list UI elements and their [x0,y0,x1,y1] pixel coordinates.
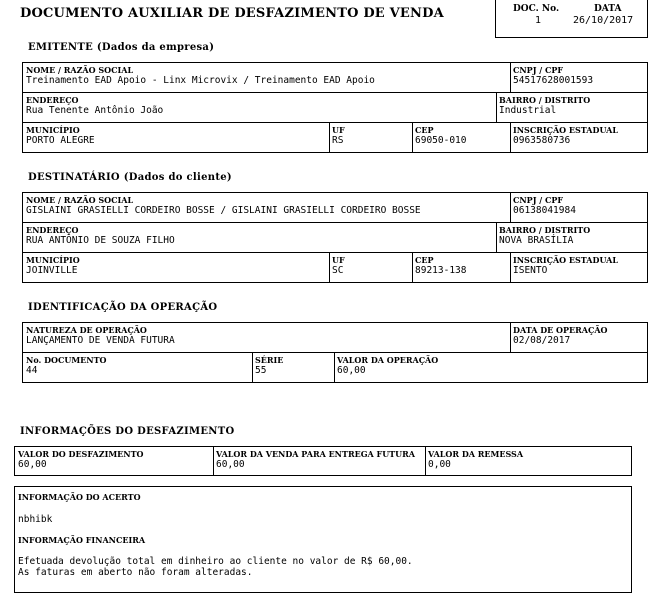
info-financeira-line2: As faturas em aberto não foram alteradas. [18,567,253,578]
operacao-serie-cell [252,353,334,383]
valor-desfazimento-cell [15,447,213,475]
emitente-municipio-value: PORTO ALEGRE [26,135,95,146]
valor-venda-futura-value: 60,00 [216,459,245,470]
operacao-serie-value: 55 [255,365,267,376]
info-financeira-line1: Efetuada devolução total em dinheiro ao cliente no valor de R$ 60,00. [18,556,413,567]
destinatario-bairro-label: BAIRRO / DISTRITO [499,225,591,235]
destinatario-nome-value: GISLAINI GRASIELLI CORDEIRO BOSSE / GISLAINI GRASIELLI CORDEIRO BOSSE [26,205,421,216]
destinatario-endereco-value: RUA ANTÔNIO DE SOUZA FILHO [26,235,175,246]
emitente-cep-value: 69050-010 [415,135,467,146]
doc-no-label: DOC. No. [513,4,560,14]
emitente-ie-cell [510,123,648,153]
destinatario-cep-value: 89213-138 [415,265,467,276]
emitente-municipio-cell [23,123,329,153]
emitente-section-title: EMITENTE (Dados da empresa) [28,42,215,53]
emitente-endereco-cell [23,93,496,122]
emitente-municipio-label: MUNICÍPIO [26,125,80,135]
destinatario-ie-label: INSCRIÇÃO ESTADUAL [513,255,619,265]
destinatario-uf-cell [329,253,412,283]
emitente-nome-value: Treinamento EAD Apoio - Linx Microvix / Treinamento EAD Apoio [26,75,375,86]
doc-number-box [495,0,648,38]
destinatario-uf-label: UF [332,255,345,265]
destinatario-nome-label: NOME / RAZÃO SOCIAL [26,195,134,205]
operacao-data-value: 02/08/2017 [513,335,571,346]
operacao-documento-label: No. DOCUMENTO [26,355,107,365]
operacao-box [22,322,648,383]
valor-remessa-cell [425,447,631,475]
destinatario-endereco-label: ENDEREÇO [26,225,79,235]
emitente-endereco-label: ENDEREÇO [26,95,79,105]
operacao-documento-value: 44 [26,365,38,376]
emitente-nome-label: NOME / RAZÃO SOCIAL [26,65,134,75]
emitente-cep-cell [412,123,510,153]
info-acerto-label: INFORMAÇÃO DO ACERTO [18,492,141,502]
emitente-endereco-value: Rua Tenente Antônio João [26,105,164,116]
operacao-data-label: DATA DE OPERAÇÃO [513,325,608,335]
operacao-valor-cell [334,353,648,383]
operacao-section-title: IDENTIFICAÇÃO DA OPERAÇÃO [28,302,218,313]
emitente-bairro-cell [496,93,648,122]
destinatario-bairro-cell [496,223,648,252]
destinatario-endereco-cell [23,223,496,252]
emitente-box [22,62,648,153]
operacao-documento-cell [23,353,252,383]
destinatario-cnpj-value: 06138041984 [513,205,576,216]
emitente-cnpj-value: 54517628001593 [513,75,594,86]
emitente-bairro-label: BAIRRO / DISTRITO [499,95,591,105]
emitente-cnpj-cell [510,63,648,92]
destinatario-bairro-value: NOVA BRASÍLIA [499,235,574,246]
operacao-valor-value: 60,00 [337,365,366,376]
emitente-uf-cell [329,123,412,153]
destinatario-section-title: DESTINATÁRIO (Dados do cliente) [28,172,232,183]
document-title: DOCUMENTO AUXILIAR DE DESFAZIMENTO DE VENDA [20,6,444,21]
operacao-natureza-label: NATUREZA DE OPERAÇÃO [26,325,147,335]
info-acerto-value: nbhibk [18,514,53,525]
date-label: DATA [594,4,622,14]
destinatario-cep-cell [412,253,510,283]
valor-desfazimento-value: 60,00 [18,459,47,470]
destinatario-municipio-cell [23,253,329,283]
valor-venda-futura-label: VALOR DA VENDA PARA ENTREGA FUTURA [216,449,415,459]
emitente-cep-label: CEP [415,125,434,135]
destinatario-ie-cell [510,253,648,283]
emitente-cnpj-label: CNPJ / CPF [513,65,564,75]
doc-no-value: 1 [535,15,542,26]
desfazimento-section-title: INFORMAÇÕES DO DESFAZIMENTO [20,426,235,437]
info-financeira-label: INFORMAÇÃO FINANCEIRA [18,535,146,545]
operacao-natureza-value: LANÇAMENTO DE VENDA FUTURA [26,335,175,346]
info-box [14,486,632,593]
operacao-data-cell [510,323,648,352]
emitente-nome-cell [23,63,510,92]
emitente-ie-label: INSCRIÇÃO ESTADUAL [513,125,619,135]
valor-remessa-value: 0,00 [428,459,451,470]
operacao-natureza-cell [23,323,510,352]
operacao-serie-label: SÉRIE [255,355,284,365]
destinatario-cnpj-label: CNPJ / CPF [513,195,564,205]
emitente-bairro-value: Industrial [499,105,557,116]
destinatario-box [22,192,648,283]
valor-venda-futura-cell [213,447,425,475]
destinatario-cnpj-cell [510,193,648,222]
emitente-ie-value: 0963580736 [513,135,571,146]
emitente-uf-value: RS [332,135,344,146]
emitente-uf-label: UF [332,125,345,135]
destinatario-uf-value: SC [332,265,344,276]
desfazimento-box [14,446,632,476]
valor-desfazimento-label: VALOR DO DESFAZIMENTO [18,449,144,459]
destinatario-ie-value: ISENTO [513,265,548,276]
destinatario-municipio-value: JOINVILLE [26,265,78,276]
destinatario-nome-cell [23,193,510,222]
date-value: 26/10/2017 [573,15,634,26]
destinatario-municipio-label: MUNICÍPIO [26,255,80,265]
valor-remessa-label: VALOR DA REMESSA [428,449,524,459]
destinatario-cep-label: CEP [415,255,434,265]
operacao-valor-label: VALOR DA OPERAÇÃO [337,355,439,365]
